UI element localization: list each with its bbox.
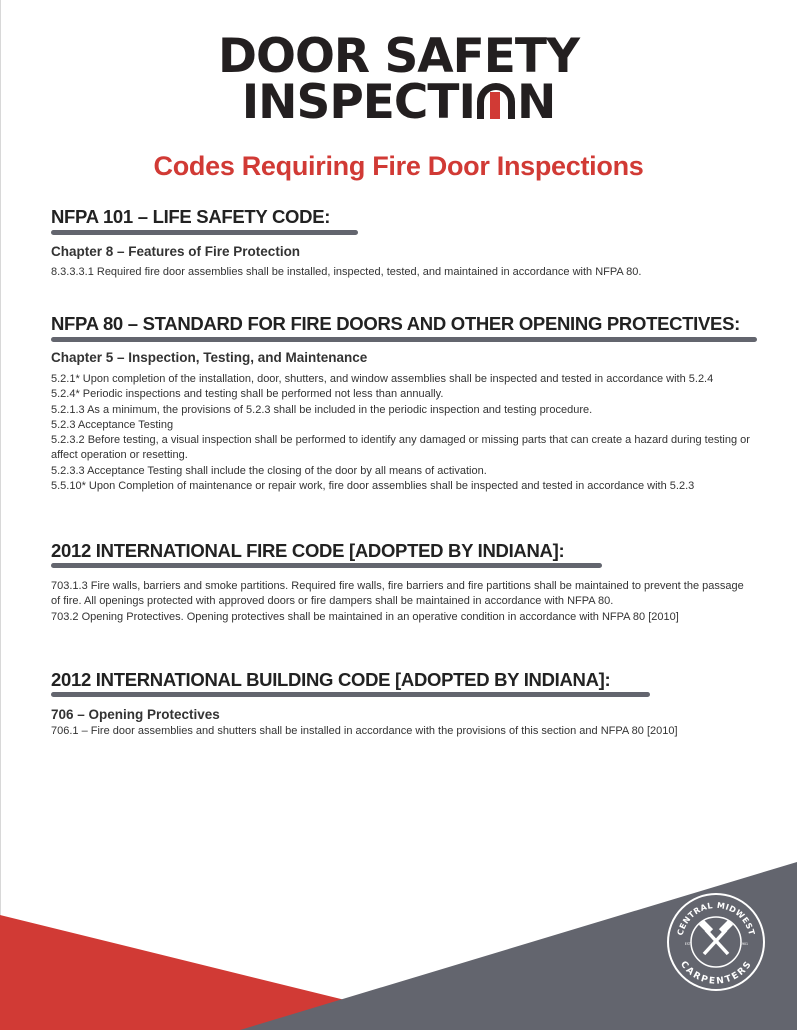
code-paragraph: 5.5.10* Upon Completion of maintenance or repair work, fire door assemblies shall be inspected and tested in accordance with 5.2.3 [51,480,695,493]
code-paragraph: 5.2.1* Upon completion of the installation, door, shutters, and window assemblies shall be inspected and tested in accordance with 5.2.4 [51,373,714,385]
logo-line-2-start: INSPECTI [241,75,475,130]
code-paragraph: 703.1.3 Fire walls, barriers and smoke partitions. Required fire walls, fire barriers and fire partitions shall be maintained to prevent the passage of fire. All openings protected with approved doors or fire dampers shall be maintained in accordance with NFPA 80. [51,580,744,608]
seal-top-text: CENTRAL MIDWEST [675,900,757,937]
carpenters-seal-logo [666,892,766,992]
logo-line-2-end: N [516,75,556,130]
section-heading-ifc: 2012 INTERNATIONAL FIRE CODE [ADOPTED BY INDIANA]: [51,540,565,561]
code-paragraph: 5.2.1.3 As a minimum, the provisions of 5.2.3 shall be included in the periodic inspection and testing procedure. [51,403,593,416]
seal-right-small: 1901 [739,942,749,946]
code-paragraph: 5.2.4* Periodic inspections and testing shall be performed not less than annually. [51,388,444,401]
seal-bottom-text: CARPENTERS [677,959,755,987]
crossed-hammers-icon [700,921,733,954]
section-subheading: 706 – Opening Protectives [51,707,220,722]
footer-red-band [0,915,345,1030]
section-heading-nfpa-80: NFPA 80 – STANDARD FOR FIRE DOORS AND OTHER OPENING PROTECTIVES: [51,313,740,334]
logo-line-1: DOOR SAFETY [217,29,579,84]
code-paragraph: 5.2.3.3 Acceptance Testing shall include the closing of the door by all means of activation. [51,464,487,477]
code-paragraph: 5.2.3 Acceptance Testing [51,418,174,431]
code-paragraph: 5.2.3.2 Before testing, a visual inspection shall be performed to identify any damaged or missing parts that can create a hazard during testing or affect operation or resetting. [51,434,750,462]
code-paragraph: 703.2 Opening Protectives. Opening protectives shall be maintained in an operative condition in accordance with NFPA 80 [2010] [51,610,679,623]
seal-left-small: EST. [684,942,692,946]
section-subheading: Chapter 8 – Features of Fire Protection [51,244,301,259]
code-paragraph: 706.1 – Fire door assemblies and shutters shall be installed in accordance with the provisions of this section and NFPA 80 [2010] [51,725,678,737]
section-heading-ibc: 2012 INTERNATIONAL BUILDING CODE [ADOPTED BY INDIANA]: [51,669,611,690]
svg-text:CENTRAL MIDWEST [676,901,757,937]
section-subheading: Chapter 5 – Inspection, Testing, and Maintenance [51,350,368,365]
section-heading-nfpa-101: NFPA 101 – LIFE SAFETY CODE: [51,206,331,227]
page-title: Codes Requiring Fire Door Inspections [153,151,644,181]
code-paragraph: 8.3.3.3.1 Required fire door assemblies shall be installed, inspected, tested, and maintained in accordance with NFPA 80. [51,266,642,278]
